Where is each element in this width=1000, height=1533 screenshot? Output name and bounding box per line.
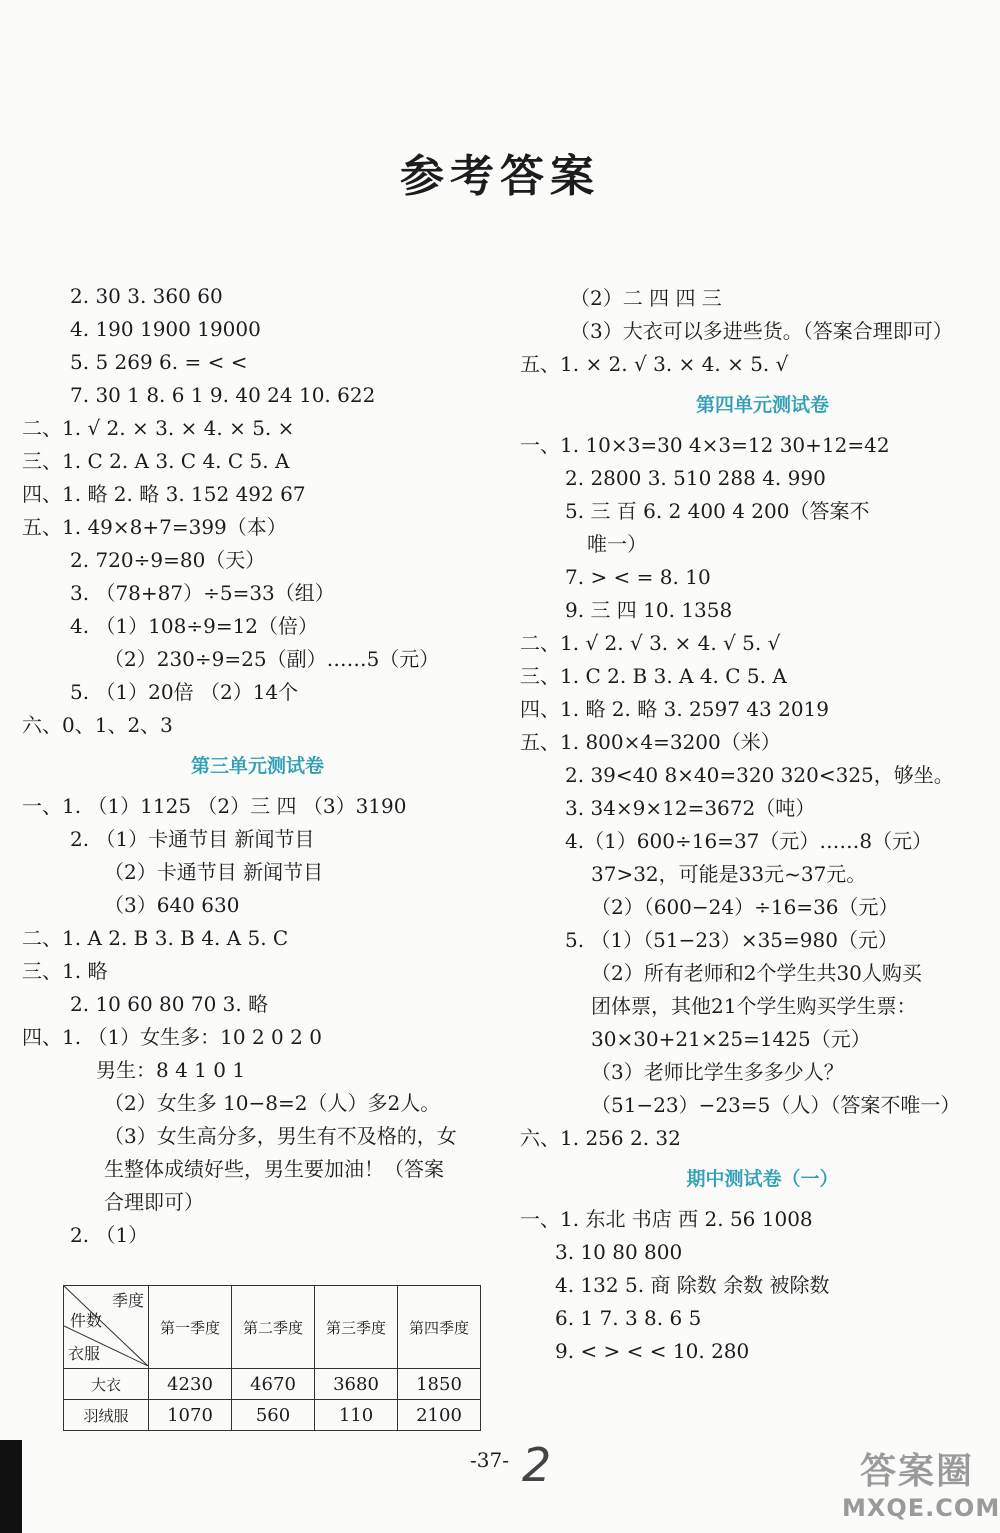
answer-line: 9. 三 四 10. 1358 bbox=[565, 598, 733, 622]
answer-line: 7. > < = 8. 10 bbox=[565, 565, 711, 589]
table-row bbox=[64, 1400, 481, 1431]
answer-line: 2. （1） bbox=[70, 1223, 149, 1247]
answer-line: （3）女生高分多，男生有不及格的，女 bbox=[104, 1124, 457, 1148]
corner-label-count: 件数 bbox=[70, 1311, 103, 1330]
answer-line: 4. （1）108÷9=12（倍） bbox=[70, 614, 319, 638]
answer-line: 六、1. 256 2. 32 bbox=[520, 1126, 681, 1150]
answer-line: （2）所有老师和2个学生共30人购买 bbox=[591, 961, 922, 985]
table-cell: 2100 bbox=[398, 1400, 481, 1431]
corner-label-quarter: 季度 bbox=[111, 1291, 144, 1310]
table-header-cell: 第一季度 bbox=[149, 1286, 232, 1369]
table-cell: 110 bbox=[315, 1400, 398, 1431]
answer-line: 4.（1）600÷16=37（元）……8（元） bbox=[565, 829, 933, 853]
watermark-url: MXQE.COM bbox=[842, 1494, 1000, 1522]
table-row bbox=[64, 1369, 481, 1400]
answer-line: 5. 5 269 6. = < < bbox=[70, 350, 248, 374]
watermark-logo-text: 答案圈 bbox=[859, 1451, 974, 1492]
answer-line: 7. 30 1 8. 6 1 9. 40 24 10. 622 bbox=[70, 383, 376, 407]
answer-line: 4. 132 5. 商 除数 余数 被除数 bbox=[555, 1273, 830, 1297]
answer-line: 五、1. 49×8+7=399（本） bbox=[22, 515, 287, 539]
answer-line: 5. （1）20倍 （2）14个 bbox=[70, 680, 299, 704]
answer-line: 二、1. √ 2. × 3. × 4. × 5. × bbox=[22, 416, 295, 440]
answer-line: 3. 34×9×12=3672（吨） bbox=[565, 796, 816, 820]
table-cell: 4670 bbox=[232, 1369, 315, 1400]
page-number: -37- bbox=[470, 1448, 509, 1472]
answer-line: 2. 39<40 8×40=320 320<325，够坐。 bbox=[565, 763, 954, 787]
table-cell: 1850 bbox=[398, 1369, 481, 1400]
table-row-label: 大衣 bbox=[64, 1369, 149, 1400]
section-heading: 期中测试卷（一） bbox=[686, 1168, 839, 1190]
answer-line: 一、1. 10×3=30 4×3=12 30+12=42 bbox=[520, 433, 890, 457]
table-corner-cell bbox=[64, 1286, 149, 1369]
table-header-cell: 第三季度 bbox=[315, 1286, 398, 1369]
answer-line: 四、1. 略 2. 略 3. 2597 43 2019 bbox=[520, 697, 829, 721]
answer-line: 三、1. C 2. A 3. C 4. C 5. A bbox=[22, 449, 290, 473]
table-cell: 4230 bbox=[149, 1369, 232, 1400]
answer-line: 3. （78+87）÷5=33（组） bbox=[70, 581, 335, 605]
page-title: 参考答案 bbox=[400, 151, 600, 202]
answer-line: （3）640 630 bbox=[104, 893, 240, 917]
answer-line: 六、0、1、2、3 bbox=[22, 713, 173, 737]
answer-line: 五、1. × 2. √ 3. × 4. × 5. √ bbox=[520, 352, 789, 376]
answer-line: 男生：8 4 1 0 1 bbox=[96, 1058, 246, 1082]
answer-line: （2）二 四 四 三 bbox=[570, 286, 722, 310]
answer-line: 二、1. √ 2. √ 3. × 4. √ 5. √ bbox=[520, 631, 781, 655]
section-heading: 第三单元测试卷 bbox=[190, 755, 324, 777]
binding-edge bbox=[0, 1440, 22, 1533]
answer-line: （2）卡通节目 新闻节目 bbox=[104, 860, 324, 884]
answer-line: 二、1. A 2. B 3. B 4. A 5. C bbox=[22, 926, 289, 950]
answer-line: （2）女生多 10−8=2（人）多2人。 bbox=[104, 1091, 441, 1115]
answer-line: （2）230÷9=25（副）……5（元） bbox=[104, 647, 440, 671]
answer-line: 6. 1 7. 3 8. 6 5 bbox=[555, 1306, 702, 1330]
answer-line: 2. （1）卡通节目 新闻节目 bbox=[70, 827, 315, 851]
answer-line: 三、1. 略 bbox=[22, 959, 108, 983]
answer-line: 团体票，其他21个学生购买学生票： bbox=[591, 994, 917, 1018]
table-cell: 560 bbox=[232, 1400, 315, 1431]
answer-line: 合理即可） bbox=[104, 1190, 204, 1214]
table-cell: 1070 bbox=[149, 1400, 232, 1431]
answer-line: （3）老师比学生多多少人？ bbox=[591, 1060, 844, 1084]
answer-line: 一、1. 东北 书店 西 2. 56 1008 bbox=[520, 1207, 813, 1231]
table-row-label: 羽绒服 bbox=[64, 1400, 149, 1431]
answer-line: 唯一） bbox=[587, 532, 647, 556]
answer-line: （51−23）−23=5（人）（答案不唯一） bbox=[591, 1093, 961, 1117]
answer-line: 4. 190 1900 19000 bbox=[70, 317, 261, 341]
answer-line: 2. 2800 3. 510 288 4. 990 bbox=[565, 466, 826, 490]
answer-line: 四、1. （1）女生多：10 2 0 2 0 bbox=[22, 1025, 322, 1049]
table-header-cell: 第二季度 bbox=[232, 1286, 315, 1369]
answer-line: 一、1. （1）1125 （2）三 四 （3）3190 bbox=[22, 794, 407, 818]
answer-line: 2. 10 60 80 70 3. 略 bbox=[70, 992, 269, 1016]
left-answer-column bbox=[0, 280, 495, 1252]
answer-line: 五、1. 800×4=3200（米） bbox=[520, 730, 781, 754]
clothing-sales-table bbox=[63, 1285, 481, 1431]
right-answer-column bbox=[505, 282, 1000, 1368]
answer-line: 生整体成绩好些，男生要加油！（答案 bbox=[104, 1157, 444, 1181]
table-header-cell: 第四季度 bbox=[398, 1286, 481, 1369]
table-cell: 3680 bbox=[315, 1369, 398, 1400]
corner-label-clothes: 衣服 bbox=[68, 1344, 101, 1363]
answer-line: （3）大衣可以多进些货。（答案合理即可） bbox=[570, 319, 953, 343]
answer-line: 四、1. 略 2. 略 3. 152 492 67 bbox=[22, 482, 306, 506]
answer-line: 9. < > < < 10. 280 bbox=[555, 1339, 750, 1363]
section-heading: 第四单元测试卷 bbox=[695, 394, 829, 416]
answer-line: （2）（600−24）÷16=36（元） bbox=[591, 895, 899, 919]
watermark-logo bbox=[842, 1450, 1000, 1526]
answer-line: 37>32，可能是33元~37元。 bbox=[591, 862, 867, 886]
answer-line: 5. （1）（51−23）×35=980（元） bbox=[565, 928, 898, 952]
answer-line: 三、1. C 2. B 3. A 4. C 5. A bbox=[520, 664, 787, 688]
answer-line: 2. 30 3. 360 60 bbox=[70, 284, 223, 308]
handwritten-mark: 2 bbox=[522, 1438, 552, 1492]
answer-line: 2. 720÷9=80（天） bbox=[70, 548, 266, 572]
answer-line: 3. 10 80 800 bbox=[555, 1240, 683, 1264]
answer-line: 5. 三 百 6. 2 400 4 200（答案不 bbox=[565, 499, 870, 523]
answer-line: 30×30+21×25=1425（元） bbox=[591, 1027, 871, 1051]
